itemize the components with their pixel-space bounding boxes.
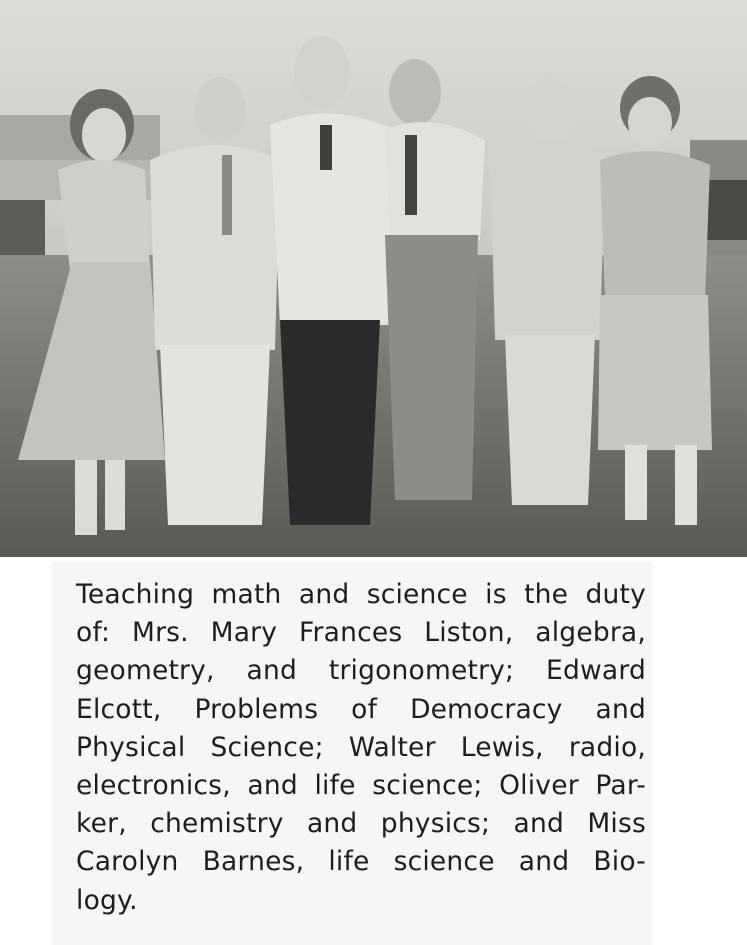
caption-line: electronics, and life science; Oliver Par-	[76, 770, 646, 802]
caption-panel	[52, 562, 652, 945]
caption-line: logy.	[76, 884, 138, 916]
photo-caption	[76, 576, 646, 920]
caption-line: Carolyn Barnes, life science and Bio-	[76, 846, 646, 878]
caption-line: ker, chemistry and physics; and Miss	[76, 808, 646, 840]
page-margin-right	[652, 557, 747, 945]
caption-line: Elcott, Problems of Democracy and	[76, 693, 646, 725]
caption-line: Physical Science; Walter Lewis, radio,	[76, 731, 646, 763]
caption-line: geometry, and trigonometry; Edward	[76, 655, 646, 687]
page-margin-left	[0, 557, 52, 945]
caption-line: Teaching math and science is the duty	[76, 579, 646, 610]
caption-line: of: Mrs. Mary Frances Liston, algebra,	[76, 617, 646, 649]
